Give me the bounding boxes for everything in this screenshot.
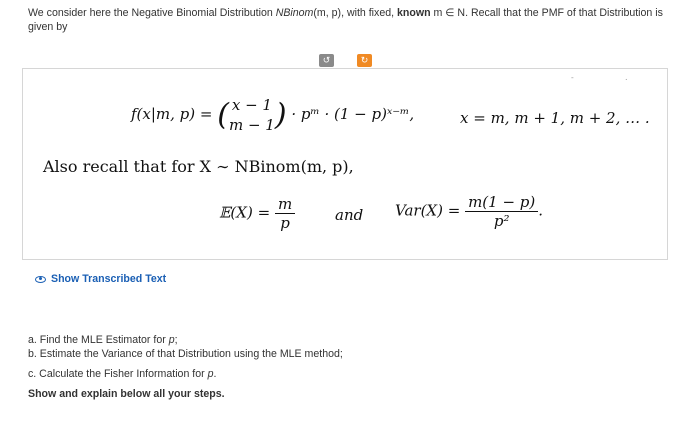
question-c: c. Calculate the Fisher Information for p. xyxy=(28,368,217,380)
question-b: b. Estimate the Variance of that Distribution using the MLE method; xyxy=(28,348,343,360)
recall-statement: Also recall that for X ∼ NBinom(m, p), xyxy=(43,157,354,176)
pmf-formula: f(x|m, p) = ( x − 1 m − 1 ) · pᵐ · (1 − p)ˣ⁻ᵐ, xyxy=(131,96,415,134)
pmf-support: x = m, m + 1, m + 2, … . xyxy=(460,109,650,127)
known-emphasis: known xyxy=(397,7,431,19)
rotate-left-icon: ↺ xyxy=(322,55,331,65)
eye-icon xyxy=(35,276,46,283)
rotate-right-icon: ↻ xyxy=(360,55,369,65)
binomial-coefficient: ( x − 1 m − 1 ) xyxy=(217,96,287,134)
decorative-dot: . xyxy=(625,73,628,82)
show-transcribed-link[interactable]: Show Transcribed Text xyxy=(35,273,166,285)
question-a: a. Find the MLE Estimator for p; xyxy=(28,334,178,346)
distribution-name: NBinom xyxy=(275,7,314,19)
and-word: and xyxy=(335,206,364,224)
decorative-dot: - xyxy=(571,73,574,82)
expectation-formula: 𝔼(X) = $\frac{m}{p}$ xyxy=(219,195,295,232)
rotate-left-button[interactable] xyxy=(319,54,334,67)
variance-formula: Var(X) = $\frac{m(1 - p)}{\text{p²}}$ . xyxy=(395,193,544,230)
problem-intro: We consider here the Negative Binomial Distribution NBinom(m, p), with fixed, known m ∈ N. Recall that the PMF of that Distribution is given by xyxy=(28,7,663,33)
formula-image xyxy=(22,68,668,260)
rotate-right-button[interactable] xyxy=(357,54,372,67)
instruction: Show and explain below all your steps. xyxy=(28,388,225,400)
